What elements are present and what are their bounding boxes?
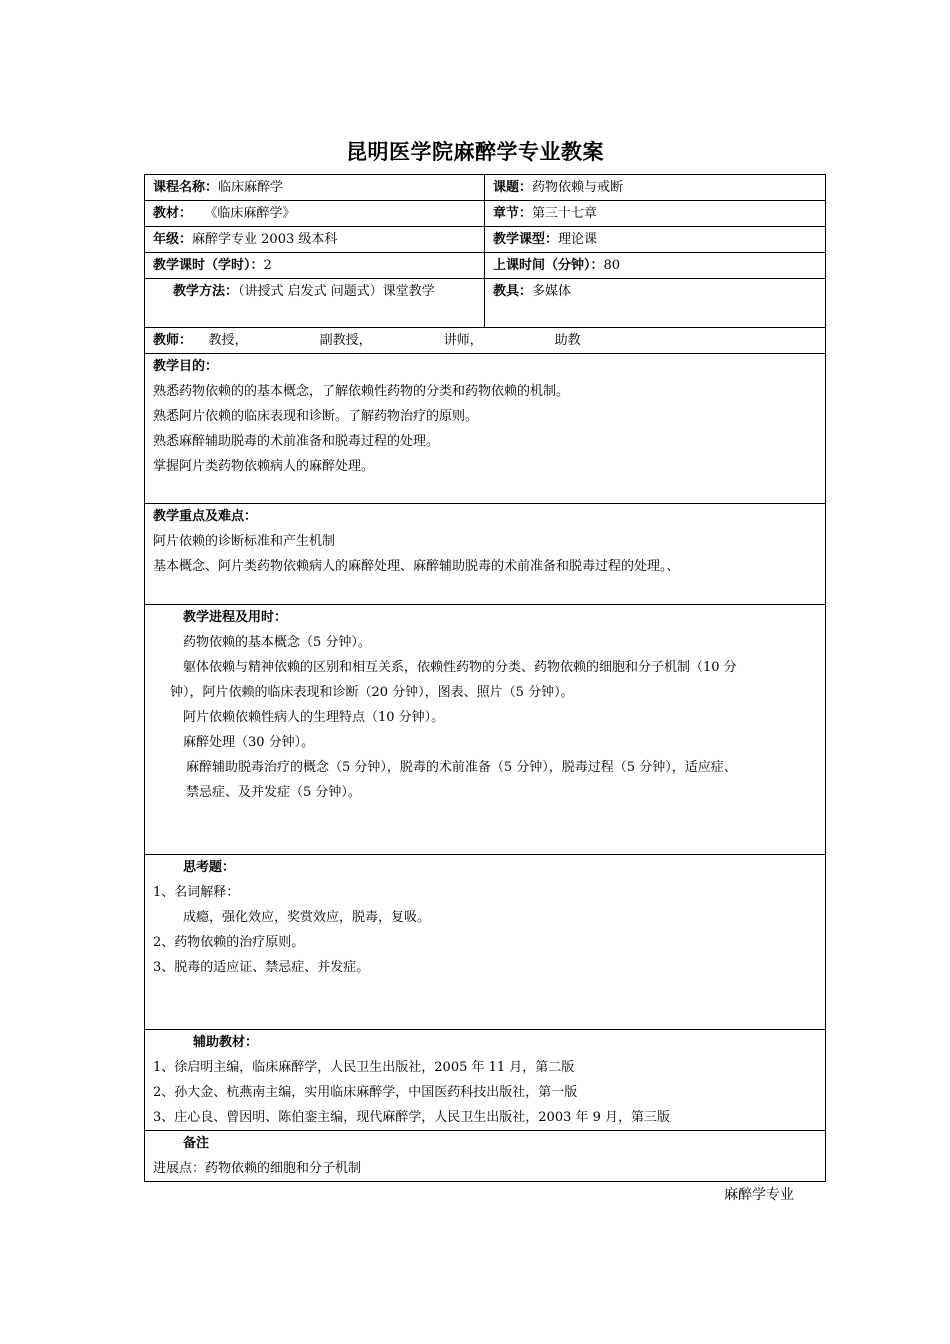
hours-label: 教学课时（学时）：	[153, 258, 264, 273]
course-label: 课程名称：	[153, 180, 219, 195]
progress-item-cont: 钟），阿片依赖的临床表现和诊断（20 分钟），图表、照片（5 分钟）。	[170, 685, 574, 700]
teacher-professor: 教授，	[208, 333, 248, 348]
grade-value: 麻醉学专业 2003 级本科	[192, 232, 338, 247]
teachers-cell	[145, 328, 826, 354]
textbook-value: 《临床麻醉学》	[204, 206, 296, 221]
method-label: 教学方法：	[173, 284, 239, 299]
question-item: 1、名词解释：	[153, 885, 240, 900]
chapter-value: 第三十七章	[532, 206, 598, 221]
question-item: 2、药物依赖的治疗原则。	[153, 935, 305, 950]
class-time-value: 80	[603, 258, 621, 273]
textbook-cell	[145, 201, 485, 227]
remarks-row	[145, 1131, 826, 1182]
objective-item: 熟悉药物依赖的的基本概念，了解依赖性药物的分类和药物依赖的机制。	[153, 384, 570, 399]
progress-item: 麻醉处理（30 分钟）。	[183, 735, 315, 750]
textbook-row	[145, 201, 826, 227]
teachers-label: 教师：	[153, 333, 193, 348]
references-label: 辅助教材：	[193, 1035, 259, 1050]
reference-item: 1、徐启明主编，临床麻醉学，人民卫生出版社，2005 年 11 月，第二版	[153, 1060, 575, 1075]
lesson-plan-table	[144, 174, 826, 1182]
questions-row	[145, 855, 826, 1030]
method-row	[145, 279, 826, 328]
objectives-row	[145, 354, 826, 504]
progress-cell	[145, 605, 826, 855]
tools-value: 多媒体	[532, 284, 572, 299]
chapter-label: 章节：	[493, 206, 533, 221]
hours-row	[145, 253, 826, 279]
tools-cell	[485, 279, 826, 328]
progress-item: 躯体依赖与精神依赖的区别和相互关系，依赖性药物的分类、药物依赖的细胞和分子机制（10 分	[183, 660, 737, 675]
remarks-cell	[145, 1131, 826, 1182]
progress-row	[145, 605, 826, 855]
topic-value: 药物依赖与戒断	[532, 180, 624, 195]
reference-item: 2、孙大金、杭燕南主编，实用临床麻醉学，中国医药科技出版社，第一版	[153, 1085, 578, 1100]
progress-item: 药物依赖的基本概念（5 分钟）。	[183, 635, 371, 650]
hours-cell	[145, 253, 485, 279]
objective-item: 熟悉阿片依赖的临床表现和诊断。了解药物治疗的原则。	[153, 409, 479, 424]
remarks-label: 备注	[183, 1136, 210, 1151]
progress-item: 麻醉辅助脱毒治疗的概念（5 分钟），脱毒的术前准备（5 分钟），脱毒过程（5 分钟），适应症、	[186, 760, 737, 775]
topic-label: 课题：	[493, 180, 533, 195]
question-item: 3、脱毒的适应证、禁忌症、并发症。	[153, 960, 370, 975]
course-row	[145, 175, 826, 201]
course-cell	[145, 175, 485, 201]
questions-cell	[145, 855, 826, 1030]
question-terms: 成瘾，强化效应，奖赏效应，脱毒，复吸。	[183, 910, 431, 925]
class-time-cell	[485, 253, 826, 279]
course-value: 临床麻醉学	[218, 180, 284, 195]
grade-label: 年级：	[153, 232, 193, 247]
teacher-assistant: 助教	[554, 333, 581, 348]
objectives-label: 教学目的：	[153, 359, 219, 374]
progress-item: 阿片依赖依赖性病人的生理特点（10 分钟）。	[183, 710, 445, 725]
key-point-item: 阿片依赖的诊断标准和产生机制	[153, 534, 336, 549]
method-value: （讲授式 启发式 问题式）课堂教学	[238, 284, 435, 299]
footer-text: 麻醉学专业	[724, 1187, 794, 1203]
progress-item-cont: 禁忌症、及并发症（5 分钟）。	[186, 785, 361, 800]
hours-value: 2	[263, 258, 272, 273]
key-points-row	[145, 504, 826, 605]
class-time-label: 上课时间（分钟）：	[493, 258, 604, 273]
key-point-item: 基本概念、阿片类药物依赖病人的麻醉处理、麻醉辅助脱毒的术前准备和脱毒过程的处理。、	[153, 559, 680, 574]
grade-row	[145, 227, 826, 253]
tools-label: 教具：	[493, 284, 533, 299]
teacher-associate: 副教授，	[319, 333, 372, 348]
method-cell	[145, 279, 485, 328]
reference-item: 3、庄心良、曾因明、陈伯銮主编，现代麻醉学，人民卫生出版社，2003 年 9 月，第三版	[153, 1110, 671, 1125]
chapter-cell	[485, 201, 826, 227]
teachers-row	[145, 328, 826, 354]
grade-cell	[145, 227, 485, 253]
class-type-label: 教学课型：	[493, 232, 559, 247]
class-type-cell	[485, 227, 826, 253]
objective-item: 掌握阿片类药物依赖病人的麻醉处理。	[153, 459, 375, 474]
remarks-text: 进展点：药物依赖的细胞和分子机制	[153, 1161, 362, 1176]
references-row	[145, 1030, 826, 1131]
objective-item: 熟悉麻醉辅助脱毒的术前准备和脱毒过程的处理。	[153, 434, 440, 449]
questions-label: 思考题：	[183, 860, 236, 875]
class-type-value: 理论课	[558, 232, 598, 247]
objectives-cell	[145, 354, 826, 504]
textbook-label: 教材：	[153, 206, 193, 221]
key-points-cell	[145, 504, 826, 605]
key-points-label: 教学重点及难点：	[153, 509, 258, 524]
topic-cell	[485, 175, 826, 201]
teacher-lecturer: 讲师，	[443, 333, 483, 348]
page-title: 昆明医学院麻醉学专业教案	[346, 139, 604, 164]
progress-label: 教学进程及用时：	[183, 610, 288, 625]
references-cell	[145, 1030, 826, 1131]
